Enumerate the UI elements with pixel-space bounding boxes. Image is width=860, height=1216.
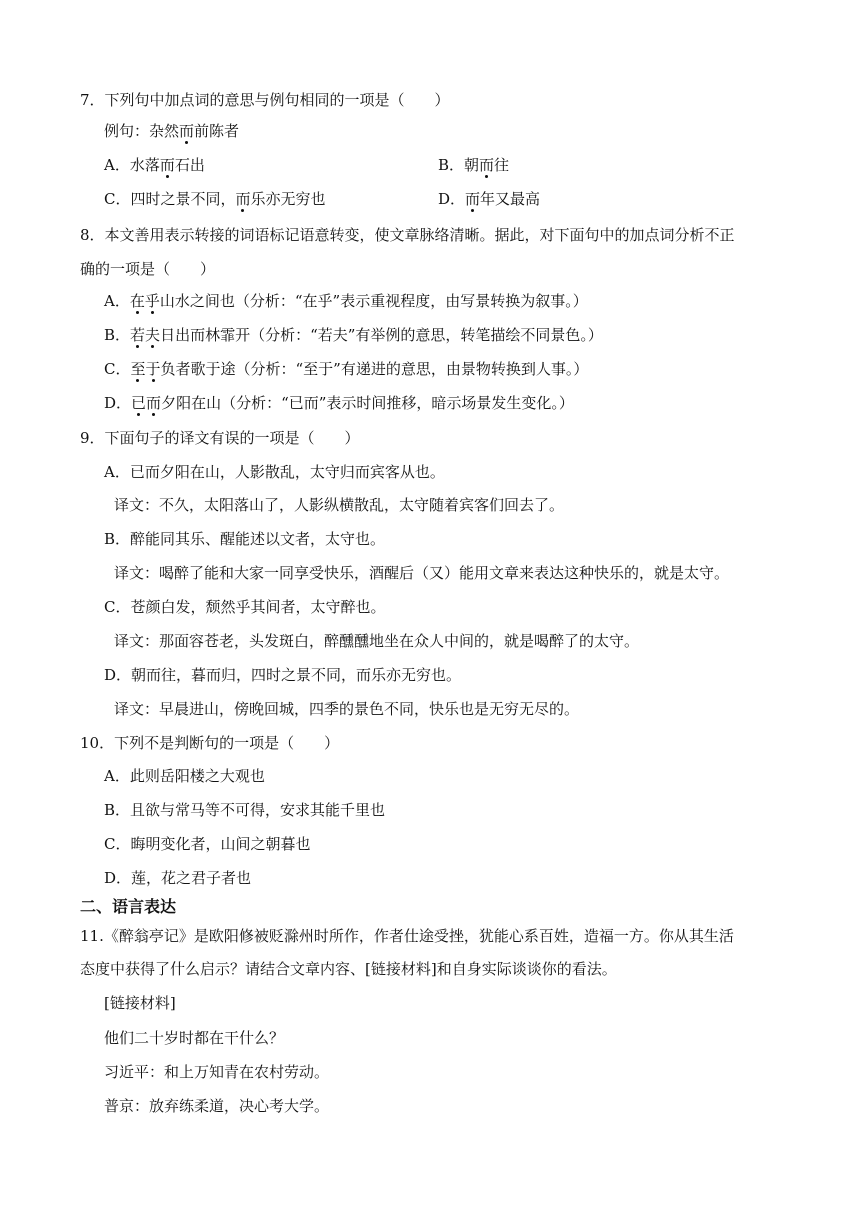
q7-option-b: B．朝而往 xyxy=(438,156,510,174)
q11-material-title: [链接材料] xyxy=(104,994,176,1012)
q8-option-c: C．至于负者歌于途（分析：“至于”有递进的意思，由景物转换到人事。） xyxy=(104,360,589,378)
q9-option-a-translation: 译文：不久，太阳落山了，人影纵横散乱，太守随着宾客们回去了。 xyxy=(114,496,565,514)
q8-option-a: A．在乎山水之间也（分析：“在乎”表示重视程度，由写景转换为叙事。） xyxy=(104,292,588,310)
q8-option-b: B．若夫日出而林霏开（分析：“若夫”有举例的意思，转笔描绘不同景色。） xyxy=(104,326,603,344)
q9-option-b: B．醉能同其乐、醒能述以文者，太守也。 xyxy=(104,530,386,548)
dotted-char: 而 xyxy=(146,394,162,412)
q9-option-c-translation: 译文：那面容苍老，头发斑白，醉醺醺地坐在众人中间的，就是喝醉了的太守。 xyxy=(114,632,640,650)
dotted-char: 而 xyxy=(179,122,195,140)
q8-stem-line2: 确的一项是（ ） xyxy=(80,260,216,278)
q11-stem-line2: 态度中获得了什么启示？请结合文章内容、[链接材料]和自身实际谈谈你的看法。 xyxy=(80,960,617,978)
q11-material-line: 习近平：和上万知青在农村劳动。 xyxy=(104,1063,330,1081)
section-heading: 二、语言表达 xyxy=(80,897,177,916)
dotted-char: 已 xyxy=(131,394,147,412)
dotted-char: 在 xyxy=(129,292,145,310)
q11-material-line: 他们二十岁时都在干什么？ xyxy=(104,1029,285,1047)
dotted-char: 而 xyxy=(465,190,481,208)
q7-example: 例句：杂然而前陈者 xyxy=(104,122,240,140)
q10-option-a: A．此则岳阳楼之大观也 xyxy=(104,767,265,785)
q8-stem-line1: 8．本文善用表示转接的词语标记语意转变，使文章脉络清晰。据此，对下面句中的加点词分析不正 xyxy=(80,226,735,244)
q11-material-line: 普京：放弃练柔道，决心考大学。 xyxy=(104,1097,330,1115)
q10-option-c: C．晦明变化者，山间之朝暮也 xyxy=(104,835,311,853)
dotted-char: 于 xyxy=(145,360,161,378)
q7-option-d: D．而年又最高 xyxy=(438,190,541,208)
q10-option-b: B．且欲与常马等不可得，安求其能千里也 xyxy=(104,801,386,819)
q7-stem: 7．下列句中加点词的意思与例句相同的一项是（ ） xyxy=(80,91,450,109)
q10-option-d: D．莲，花之君子者也 xyxy=(104,869,252,887)
q7-option-a: A．水落而石出 xyxy=(104,156,205,174)
q9-stem: 9．下面句子的译文有误的一项是（ ） xyxy=(80,429,360,447)
dotted-char: 至 xyxy=(130,360,146,378)
q7-option-c: C．四时之景不同，而乐亦无穷也 xyxy=(104,190,326,208)
q9-option-b-translation: 译文：喝醉了能和大家一同享受快乐，酒醒后（又）能用文章来表达这种快乐的，就是太守。 xyxy=(114,564,730,582)
dotted-char: 夫 xyxy=(145,326,161,344)
q8-option-d: D．已而夕阳在山（分析：“已而”表示时间推移，暗示场景发生变化。） xyxy=(104,394,574,412)
dotted-char: 乎 xyxy=(144,292,160,310)
q9-option-d: D．朝而往，暮而归，四时之景不同，而乐亦无穷也。 xyxy=(104,666,462,684)
q9-option-d-translation: 译文：早晨进山，傍晚回城，四季的景色不同，快乐也是无穷无尽的。 xyxy=(114,700,580,718)
q10-stem: 10．下列不是判断句的一项是（ ） xyxy=(80,734,340,752)
dotted-char: 而 xyxy=(235,190,251,208)
q11-stem-line1: 11.《醉翁亭记》是欧阳修被贬滁州时所作，作者仕途受挫，犹能心系百姓，造福一方。你从其生活 xyxy=(80,927,734,945)
dotted-char: 而 xyxy=(159,156,175,174)
q9-option-a: A．已而夕阳在山，人影散乱，太守归而宾客从也。 xyxy=(104,463,445,481)
q9-option-c: C．苍颜白发，颓然乎其间者，太守醉也。 xyxy=(104,598,386,616)
dotted-char: 若 xyxy=(130,326,146,344)
dotted-char: 而 xyxy=(479,156,495,174)
